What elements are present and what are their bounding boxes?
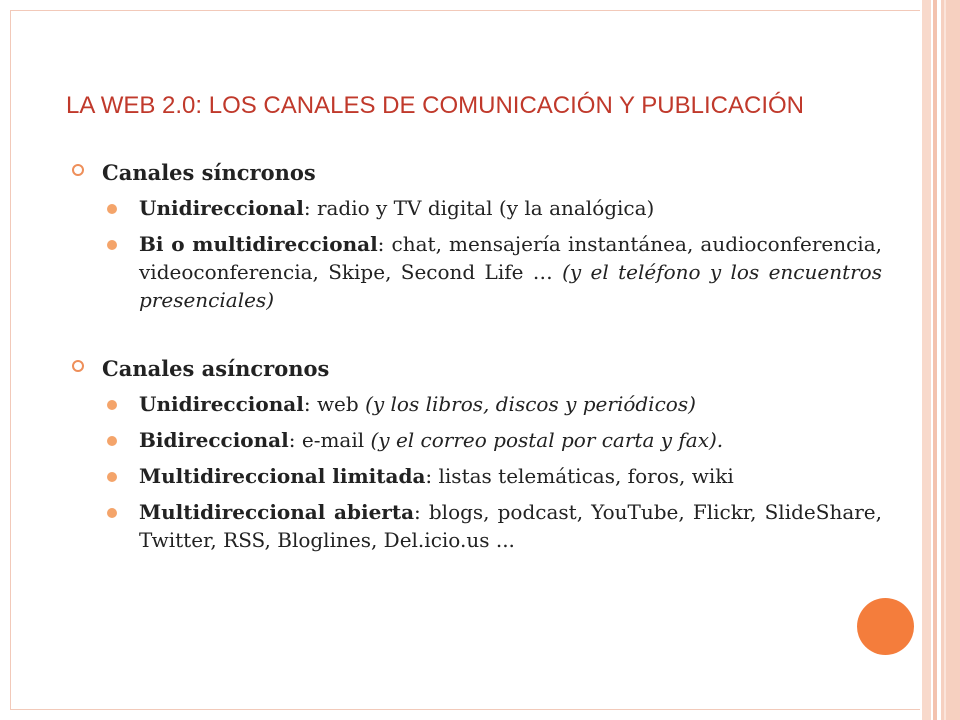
dot-bullet-icon — [107, 240, 117, 250]
list-item: Multidireccional limitada: listas telemáticas, foros, wiki — [72, 462, 882, 490]
item-note: (y el correo postal por carta y fax). — [370, 428, 724, 452]
item-text: radio y TV digital (y la analógica) — [316, 196, 655, 220]
slide-title: LA WEB 2.0: LOS CANALES DE COMUNICACIÓN Y PUBLICACIÓN — [66, 92, 804, 119]
item-note: (y los libros, discos y periódicos) — [365, 392, 696, 416]
section-heading-text: Canales asíncronos — [102, 356, 330, 381]
list-item: Unidireccional: web (y los libros, discos y periódicos) — [72, 390, 882, 418]
item-term: Bidireccional — [139, 428, 289, 452]
ring-bullet-icon — [72, 360, 84, 372]
section-heading-text: Canales síncronos — [102, 160, 316, 185]
list-item: Multidireccional abierta: blogs, podcast, YouTube, Flickr, SlideShare, Twitter, RSS, Bloglines, Del.icio.us ... — [72, 498, 882, 554]
section-heading — [72, 160, 882, 185]
section-heading — [72, 356, 882, 381]
decorative-stripe — [922, 0, 931, 720]
list-item: Unidireccional: radio y TV digital (y la analógica) — [72, 194, 882, 222]
decorative-stripe — [933, 0, 937, 720]
dot-bullet-icon — [107, 204, 117, 214]
item-term: Multidireccional abierta — [139, 500, 415, 524]
item-text: listas telemáticas, foros, wiki — [438, 464, 734, 488]
decorative-circle — [857, 598, 914, 655]
dot-bullet-icon — [107, 508, 117, 518]
item-text: blogs, podcast, YouTube, Flickr, SlideShare, Twitter, RSS, Bloglines, Del.icio.us ... — [139, 500, 883, 552]
item-text: chat, mensajería instantánea, audioconferencia, videoconferencia, Skipe, Second Life … — [139, 232, 882, 284]
item-text: web — [316, 392, 366, 416]
item-term: Unidireccional — [139, 196, 304, 220]
list-item: Bi o multidireccional: chat, mensajería instantánea, audioconferencia, videoconferencia, Skipe, Second Life … (y el teléfono y los encuentros presenciales) — [72, 230, 882, 314]
dot-bullet-icon — [107, 436, 117, 446]
list-item: Bidireccional: e-mail (y el correo postal por carta y fax). — [72, 426, 882, 454]
slide-content — [72, 160, 882, 554]
item-text: e-mail — [301, 428, 371, 452]
dot-bullet-icon — [107, 472, 117, 482]
ring-bullet-icon — [72, 164, 84, 176]
item-term: Bi o multidireccional — [139, 232, 378, 256]
dot-bullet-icon — [107, 400, 117, 410]
decorative-stripe — [944, 0, 946, 720]
item-term: Multidireccional limitada — [139, 464, 426, 488]
item-term: Unidireccional — [139, 392, 304, 416]
item-note: (y el teléfono y los encuentros presenciales) — [139, 260, 882, 312]
